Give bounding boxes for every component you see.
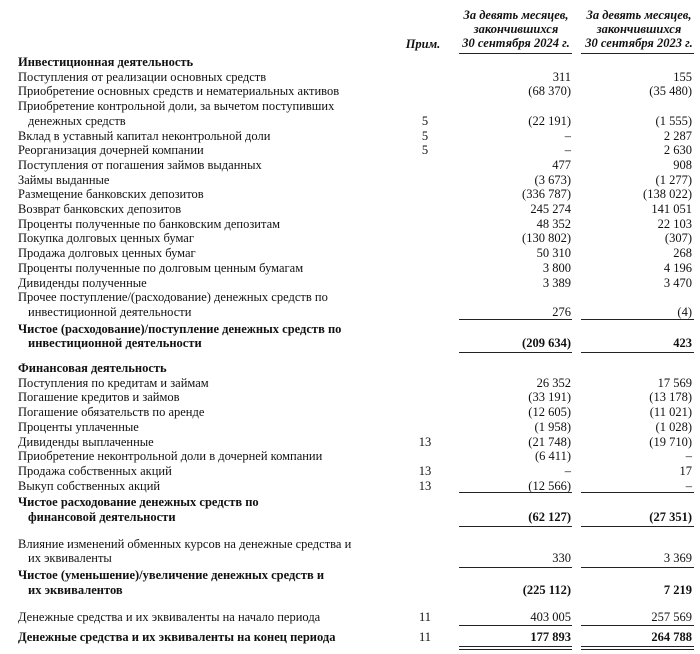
row-note: 5 <box>421 128 429 143</box>
value-2024: (209 634) <box>522 336 571 351</box>
header-underline-2024 <box>459 53 572 54</box>
row-label: инвестиционной деятельности <box>28 336 202 351</box>
row-label: Чистое (уменьшение)/увеличение денежных средств и <box>18 568 325 583</box>
value-2023: (27 351) <box>649 510 692 524</box>
value-2024: 477 <box>552 157 571 172</box>
row-label: Выкуп собственных акций <box>18 478 161 493</box>
closing-double-line-a-2024 <box>459 646 572 647</box>
value-2023: 141 051 <box>651 202 692 216</box>
row-label: Денежные средства и их эквиваленты на начало периода <box>18 609 321 624</box>
row-label: Прочее поступление/(расходование) денежных средств по <box>18 290 328 305</box>
value-2023: (1 555) <box>655 113 692 128</box>
value-2024: (12 566) <box>528 478 571 493</box>
investing-section-title: Инвестиционная деятельность <box>18 55 194 69</box>
value-2023: (307) <box>664 231 692 246</box>
row-note: 5 <box>421 143 429 158</box>
value-2023: 908 <box>673 157 692 172</box>
value-2023: – <box>685 449 692 464</box>
row-label: инвестиционной деятельности <box>28 304 192 319</box>
value-2024: (33 191) <box>528 390 571 405</box>
value-2023: (138 022) <box>643 187 692 202</box>
row-label: Погашение обязательств по аренде <box>18 405 205 420</box>
value-2023: 155 <box>673 69 692 84</box>
row-label: Проценты уплаченные <box>18 419 139 434</box>
row-label: Приобретение основных средств и нематериальных активов <box>18 84 340 99</box>
fin-subtotal-line-2024 <box>459 492 572 493</box>
total-line-2023 <box>581 352 694 353</box>
fx-line-2024 <box>459 567 572 568</box>
opening-line-2024 <box>459 625 572 626</box>
row-note: 11 <box>418 609 432 624</box>
fx-line-2023 <box>581 567 694 568</box>
row-label: Поступления от реализации основных средств <box>18 69 267 84</box>
note-column-header: Прим. <box>405 37 441 51</box>
value-2023: 22 103 <box>657 216 692 231</box>
value-2023: (19 710) <box>649 434 692 449</box>
value-2024: (21 748) <box>528 434 571 449</box>
row-label: Чистое расходование денежных средств по <box>18 495 259 510</box>
row-label: Поступления по кредитам и займам <box>18 375 209 390</box>
column-header-2023: За девять месяцев, закончившихся 30 сентября 2023 г. <box>585 8 693 50</box>
value-2024: (68 370) <box>528 84 571 99</box>
row-label: Приобретение контрольной доли, за вычетом поступивших <box>18 99 335 114</box>
value-2023: – <box>685 478 692 493</box>
value-2024: 276 <box>552 304 571 319</box>
value-2024: (22 191) <box>528 113 571 128</box>
value-2023: (11 021) <box>649 405 692 420</box>
closing-double-line-a-2023 <box>581 646 694 647</box>
row-label: Продажа долговых ценных бумаг <box>18 246 196 261</box>
value-2024: (6 411) <box>535 449 571 464</box>
value-2024: 48 352 <box>536 216 571 231</box>
row-note: 13 <box>418 463 432 478</box>
value-2024: 26 352 <box>536 375 571 390</box>
row-label: Покупка долговых ценных бумаг <box>18 231 194 246</box>
value-2024: 245 274 <box>530 202 571 216</box>
value-2024: – <box>564 463 571 478</box>
closing-double-line-b-2024 <box>459 649 572 650</box>
row-label: их эквивалентов <box>28 582 123 597</box>
value-2023: 7 219 <box>663 582 692 597</box>
fin-total-line-2023 <box>581 526 694 527</box>
row-label: Влияние изменений обменных курсов на денежные средства и <box>18 536 352 551</box>
value-2024: (12 605) <box>528 405 571 420</box>
financing-section-title: Финансовая деятельность <box>18 361 167 375</box>
value-2023: 257 569 <box>651 609 692 624</box>
row-label: Возврат банковских депозитов <box>18 202 182 216</box>
row-label: Реорганизация дочерней компании <box>18 143 204 158</box>
subtotal-line-2024 <box>459 319 572 320</box>
row-label: Продажа собственных акций <box>18 463 172 478</box>
fin-subtotal-line-2023 <box>581 492 694 493</box>
column-header-2024: За девять месяцев, закончившихся 30 сентября 2024 г. <box>462 8 570 50</box>
value-2023: 3 369 <box>663 551 692 566</box>
value-2024: (3 673) <box>534 172 571 187</box>
value-2023: (35 480) <box>649 84 692 99</box>
value-2024: (62 127) <box>528 510 571 524</box>
value-2023: 268 <box>673 246 692 261</box>
row-label: Погашение кредитов и займов <box>18 390 180 405</box>
value-2024: 311 <box>552 69 571 84</box>
closing-double-line-b-2023 <box>581 649 694 650</box>
row-label: денежных средств <box>28 113 126 128</box>
row-note: 5 <box>421 113 429 128</box>
row-note: 11 <box>418 630 432 645</box>
row-label: Проценты полученные по долговым ценным бумагам <box>18 260 304 275</box>
row-label: финансовой деятельности <box>28 510 176 524</box>
value-2024: 177 893 <box>530 630 571 645</box>
total-line-2024 <box>459 352 572 353</box>
value-2023: (4) <box>677 304 692 319</box>
value-2023: 17 <box>679 463 692 478</box>
row-label: Проценты полученные по банковским депозитам <box>18 216 281 231</box>
value-2023: 2 287 <box>663 128 692 143</box>
value-2023: (13 178) <box>649 390 692 405</box>
opening-line-2023 <box>581 625 694 626</box>
row-label: Дивиденды полученные <box>18 275 147 290</box>
value-2024: 3 389 <box>542 275 571 290</box>
value-2024: 50 310 <box>536 246 571 261</box>
row-note: 13 <box>418 478 432 493</box>
value-2024: 330 <box>552 551 571 566</box>
header-underline-2023 <box>581 53 694 54</box>
row-label: Приобретение неконтрольной доли в дочерней компании <box>18 449 323 464</box>
value-2024: (225 112) <box>522 582 571 597</box>
subtotal-line-2023 <box>581 319 694 320</box>
row-label: Денежные средства и их эквиваленты на конец периода <box>18 630 336 645</box>
value-2023: 423 <box>673 336 692 351</box>
row-label: их эквиваленты <box>28 551 112 566</box>
value-2023: 17 569 <box>657 375 692 390</box>
value-2023: 2 630 <box>663 143 692 158</box>
value-2023: (1 277) <box>655 172 692 187</box>
value-2024: 3 800 <box>542 260 571 275</box>
value-2023: 264 788 <box>651 630 692 645</box>
row-label: Размещение банковских депозитов <box>18 187 204 202</box>
value-2023: 4 196 <box>663 260 692 275</box>
value-2024: (1 958) <box>534 419 571 434</box>
row-label: Вклад в уставный капитал неконтрольной доли <box>18 128 271 143</box>
value-2023: (1 028) <box>655 419 692 434</box>
row-label: Поступления от погашения займов выданных <box>18 157 262 172</box>
row-note: 13 <box>418 434 432 449</box>
row-label: Чистое (расходование)/поступление денежных средств по <box>18 321 342 336</box>
value-2024: 403 005 <box>530 609 571 624</box>
value-2024: (336 787) <box>522 187 571 202</box>
value-2024: – <box>564 128 571 143</box>
fin-total-line-2024 <box>459 526 572 527</box>
value-2024: (130 802) <box>522 231 571 246</box>
value-2023: 3 470 <box>663 275 692 290</box>
row-label: Дивиденды выплаченные <box>18 434 154 449</box>
value-2024: – <box>564 143 571 158</box>
row-label: Займы выданные <box>18 172 110 187</box>
